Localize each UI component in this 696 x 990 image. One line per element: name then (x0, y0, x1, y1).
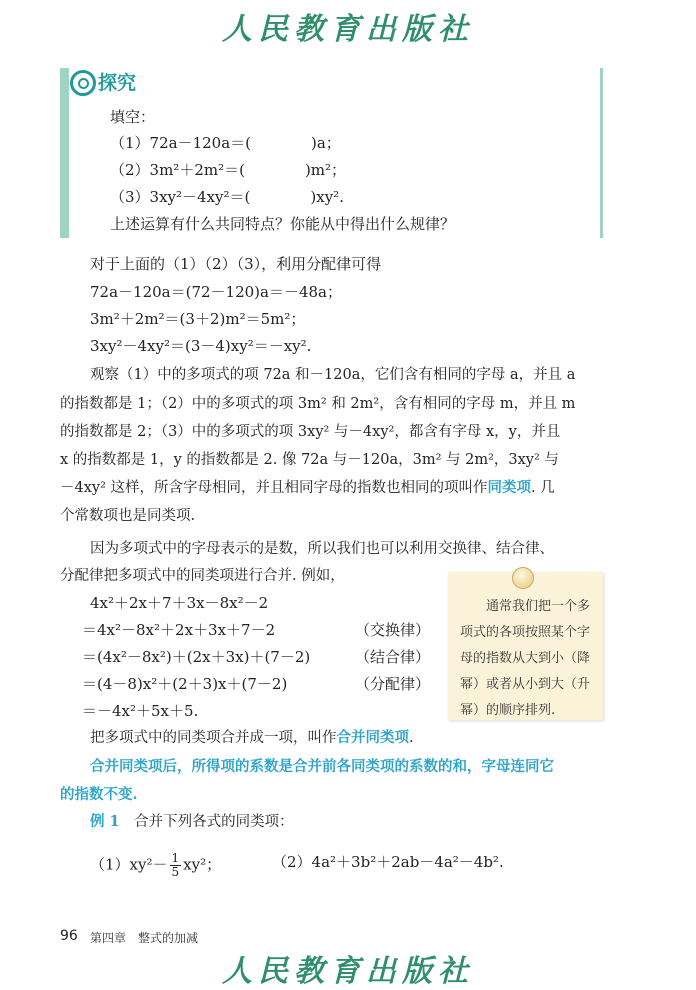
exercise-1-pre: （1）xy²－ (90, 855, 168, 874)
explore-icon (70, 70, 96, 96)
step-law: （交换律） (355, 621, 431, 639)
equation-3: 3xy²－4xy²＝(3－4)xy²＝－xy². (90, 337, 312, 355)
paragraph-line: x 的指数都是 1，y 的指数都是 2. 像 72a 与－120a，3m² 与 2m²，3xy² 与 (60, 452, 559, 468)
pin-icon (512, 567, 534, 589)
example-label: 例 1 (90, 813, 120, 830)
step-expression: ＝4x²－8x²＋2x＋3x＋7－2 (82, 621, 276, 639)
step-law: （结合律） (355, 648, 431, 666)
fraction-denominator: 5 (171, 865, 180, 879)
exercise-1 (90, 852, 221, 879)
publisher-logo-top: 人民教育出版社 (222, 12, 474, 47)
explore-item-2: （2）3m²＋2m²＝( )m²； (110, 161, 347, 179)
paragraph-line: 的指数都是 2；（3）中的多项式的项 3xy² 与－4xy²，都含有字母 x，y，并且 (60, 424, 561, 440)
step-expression: ＝(4－8)x²＋(2＋3)x＋(7－2) (82, 675, 288, 693)
definition-text: . (409, 730, 414, 746)
explore-box (60, 68, 603, 238)
note-line: 项式的各项按照某个字 (460, 625, 591, 640)
step-law: （分配律） (355, 675, 431, 693)
note-line: 通常我们把一个多 (460, 599, 591, 614)
exercise-2: （2）4a²＋3b²＋2ab－4a²－4b². (272, 853, 504, 871)
paragraph-line: 因为多项式中的字母表示的是数，所以我们也可以利用交换律、结合律、 (90, 541, 554, 557)
rule-line: 合并同类项后，所得项的系数是合并前各同类项的系数的和，字母连同它 (90, 758, 554, 775)
intro-text: 对于上面的（1）（2）（3），利用分配律可得 (90, 255, 382, 273)
step-expression: ＝(4x²－8x²)＋(2x＋3x)＋(7－2) (82, 648, 311, 666)
explore-item-1: （1）72a－120a＝( )a； (110, 134, 341, 152)
definition-line (90, 728, 414, 748)
paragraph-line: 观察（1）中的多项式的项 72a 和－120a，它们含有相同的字母 a，并且 a (90, 367, 576, 383)
chapter-title: 第四章 整式的加减 (90, 931, 199, 945)
equation-2: 3m²＋2m²＝(3＋2)m²＝5m²； (90, 310, 306, 328)
paragraph-text: . 几 (531, 480, 555, 496)
step-expression: 4x²＋2x＋7＋3x－8x²－2 (90, 594, 269, 612)
publisher-logo-bottom: 人民教育出版社 (222, 954, 474, 989)
note-line: 母的指数从大到小（降 (460, 651, 591, 666)
explore-item-3: （3）3xy²－4xy²＝( )xy². (110, 188, 344, 206)
example-text: 合并下列各式的同类项： (134, 814, 294, 830)
term-like-terms: 同类项 (487, 479, 532, 496)
note-line: 幂）的顺序排列. (460, 703, 556, 718)
explore-prompt: 填空： (110, 108, 156, 126)
page-number: 96 (60, 928, 78, 944)
example-line (90, 812, 294, 832)
exercise-1-post: xy²； (183, 855, 222, 874)
definition-text: 把多项式中的同类项合并成一项，叫作 (90, 730, 337, 746)
equation-1: 72a－120a＝(72－120)a＝－48a； (90, 283, 342, 301)
note-line: 幂）或者从小到大（升 (460, 677, 591, 692)
paragraph-line (60, 478, 555, 498)
paragraph-line: 个常数项也是同类项. (60, 508, 196, 524)
paragraph-line: 的指数都是 1；（2）中的多项式的项 3m² 和 2m²，含有相同的字母 m，并且 m (60, 396, 576, 412)
paragraph-line: 分配律把多项式中的同类项进行合并. 例如， (60, 568, 345, 584)
step-expression: ＝－4x²＋5x＋5. (82, 702, 199, 720)
paragraph-text: －4xy² 这样，所含字母相同，并且相同字母的指数也相同的项叫作 (60, 480, 488, 496)
fraction (170, 852, 182, 879)
explore-title: 探究 (98, 72, 137, 94)
fraction-numerator: 1 (171, 851, 180, 865)
term-combine-like-terms: 合并同类项 (336, 729, 409, 746)
explore-question: 上述运算有什么共同特点？你能从中得出什么规律？ (110, 215, 456, 233)
rule-line: 的指数不变. (60, 786, 138, 803)
